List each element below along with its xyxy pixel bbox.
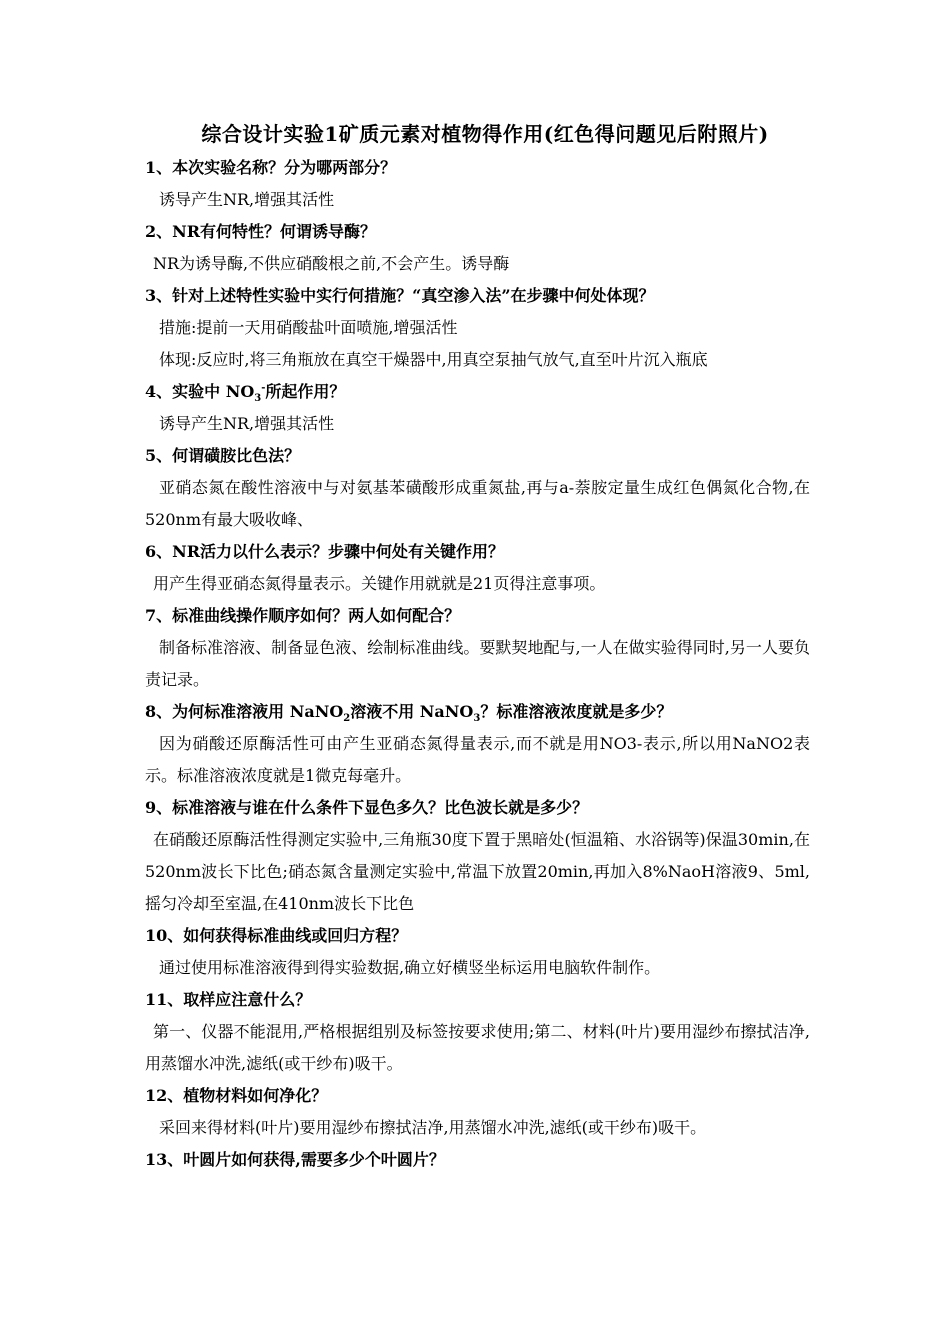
question-4-superscript: - bbox=[261, 382, 266, 394]
question-4-text-end: 所起作用？ bbox=[265, 382, 346, 401]
answer-1: 诱导产生NR,增强其活性 bbox=[159, 190, 335, 209]
answer-3-embodiment: 体现:反应时,将三角瓶放在真空干燥器中,用真空泵抽气放气,直至叶片沉入瓶底 bbox=[159, 350, 708, 369]
question-1: 1、本次实验名称？分为哪两部分？ bbox=[145, 158, 397, 177]
question-3: 3、针对上述特性实验中实行何措施？“真空渗入法”在步骤中何处体现？ bbox=[145, 286, 655, 305]
answer-5: 亚硝态氮在酸性溶液中与对氨基苯磺酸形成重氮盐,再与a-萘胺定量生成红色偶氮化合物,在520nm有最大吸收峰、 bbox=[145, 478, 810, 529]
question-13: 13、叶圆片如何获得,需要多少个叶圆片？ bbox=[145, 1150, 445, 1169]
answer-11: 第一、仪器不能混用,严格根据组别及标签按要求使用;第二、材料(叶片)要用湿纱布擦拭洁净,用蒸馏水冲洗,滤纸(或干纱布)吸干。 bbox=[145, 1022, 810, 1073]
question-4-subscript: 3 bbox=[254, 393, 262, 405]
question-2: 2、NR有何特性？何谓诱导酶？ bbox=[145, 222, 377, 241]
answer-8: 因为硝酸还原酶活性可由产生亚硝态氮得量表示,而不就是用NO3-表示,所以用NaNO2表示。标准溶液浓度就是1微克每毫升。 bbox=[145, 734, 810, 785]
answer-7: 制备标准溶液、制备显色液、绘制标准曲线。要默契地配与,一人在做实验得同时,另一人要负责记录。 bbox=[145, 638, 810, 689]
question-8 bbox=[145, 696, 810, 728]
answer-3-measures: 措施:提前一天用硝酸盐叶面喷施,增强活性 bbox=[159, 318, 458, 337]
question-8-text: 8、为何标准溶液用 NaNO bbox=[145, 702, 344, 721]
question-4 bbox=[145, 376, 810, 408]
question-6: 6、NR活力以什么表示？步骤中何处有关键作用？ bbox=[145, 542, 505, 561]
answer-6: 用产生得亚硝态氮得量表示。关键作用就就是21页得注意事项。 bbox=[153, 574, 606, 593]
question-11: 11、取样应注意什么？ bbox=[145, 990, 312, 1009]
question-8-text-middle: 溶液不用 NaNO bbox=[350, 702, 474, 721]
question-7: 7、标准曲线操作顺序如何？两人如何配合？ bbox=[145, 606, 461, 625]
document-title: 综合设计实验1矿质元素对植物得作用(红色得问题见后附照片) bbox=[201, 122, 769, 146]
question-5: 5、何谓磺胺比色法？ bbox=[145, 446, 301, 465]
answer-2: NR为诱导酶,不供应硝酸根之前,不会产生。诱导酶 bbox=[153, 254, 510, 273]
question-8-subscript-2: 3 bbox=[473, 713, 481, 725]
question-8-text-end: ？标准溶液浓度就是多少？ bbox=[480, 702, 673, 721]
question-4-text: 4、实验中 NO bbox=[145, 382, 255, 401]
question-8-subscript-1: 2 bbox=[343, 713, 351, 725]
question-10: 10、如何获得标准曲线或回归方程？ bbox=[145, 926, 408, 945]
answer-4: 诱导产生NR,增强其活性 bbox=[159, 414, 335, 433]
qa-list bbox=[145, 152, 810, 1176]
answer-12: 采回来得材料(叶片)要用湿纱布擦拭洁净,用蒸馏水冲洗,滤纸(或干纱布)吸干。 bbox=[159, 1118, 707, 1137]
question-12: 12、植物材料如何净化？ bbox=[145, 1086, 328, 1105]
answer-10: 通过使用标准溶液得到得实验数据,确立好横竖坐标运用电脑软件制作。 bbox=[159, 958, 661, 977]
answer-9: 在硝酸还原酶活性得测定实验中,三角瓶30度下置于黑暗处(恒温箱、水浴锅等)保温30min,在520nm波长下比色;硝态氮含量测定实验中,常温下放置20min,再加入8%NaoH溶液9、5ml,摇匀冷却至室温,在410nm波长下比色 bbox=[145, 830, 810, 913]
question-9: 9、标准溶液与谁在什么条件下显色多久？比色波长就是多少？ bbox=[145, 798, 589, 817]
